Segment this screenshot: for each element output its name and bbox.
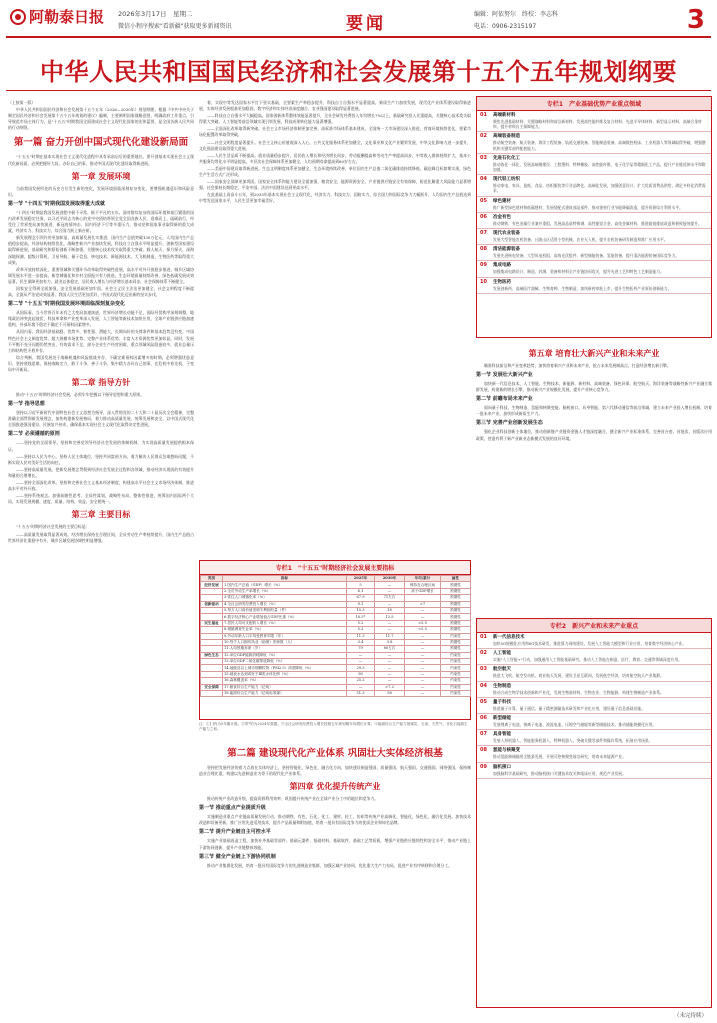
box-item (477, 111, 711, 132)
table-cell: 创新驱动 (201, 601, 223, 607)
paragraph: ——社会文明程度显著提升。社会主义核心价值观深入人心，公共文化服务体系更加健全，文化事业和文化产业繁荣发展，中华文化影响力进一步提升，文化强国建设取得重大进展。 (199, 139, 471, 151)
article-column-2-lower (199, 742, 471, 1018)
box-item (477, 175, 711, 196)
item-number: 03 (480, 154, 487, 161)
table-cell: 90 (347, 671, 375, 677)
item-title: 具身智能 (493, 732, 511, 738)
paragraph: "十五五"时期在基本实现社会主义现代化进程中具有承前启后的重要地位。要开创基本实现社会主义现代化新局面，必须把握好大局，办好自己的事，推动中国式现代化建设取得新进展。 (8, 154, 194, 166)
item-title: 脑机接口 (493, 764, 511, 770)
paragraph: ——国家安全屏障更加巩固。国家安全体系和能力建设全面加强，粮食安全、能源资源安全、产业链供应链安全有效保障，防范化解重大风险能力显著增强，社会保持长期稳定，平安中国、法治中国建设达到更高水平。 (199, 179, 471, 191)
headline-rule (6, 90, 711, 91)
item-number: 08 (480, 747, 487, 754)
item-title: 航空航天 (493, 667, 511, 673)
table-cell: 18 (375, 607, 405, 613)
table-cell: 25.2 (347, 678, 375, 684)
box-item (477, 730, 711, 746)
item-number: 01 (480, 634, 487, 640)
box-item (477, 665, 711, 681)
box-item (477, 132, 711, 153)
box-item (477, 154, 711, 175)
paragraph: ——美丽中国建设取得新进展。生态文明制度体系更加健全，生态环境持续改善，单位国内生产总值二氧化碳排放持续降低，碳达峰目标如期实现，绿色生产生活方式广泛形成。 (199, 165, 471, 178)
paragraph: 着，实现中等发达国家水平打下坚实基础，全要素生产率稳步提升，科技自立自强水平显著提高，新质生产力加快发展，现代化产业体系建设取得新进展，实体经济发展根基更加稳固，数字经济和实体经济深度融合，农业强国建设取得显著进展。 (199, 100, 471, 112)
table-title: 专栏1 "十五五"时期经济社会发展主要指标 (200, 561, 470, 575)
section-title: 第三节 完善产业创新发展生态 (476, 420, 543, 427)
item-text: 实施"人工智能+"行动，加强通用人工智能基础研究，推动人工智能在制造、医疗、教育、交通等领域深度应用。 (493, 657, 682, 663)
section4-title: 第二节 必须遵循的原则 (8, 431, 60, 438)
box-item (477, 229, 711, 245)
item-number: 01 (480, 112, 487, 118)
item-number: 10 (480, 278, 487, 285)
item-number: 09 (480, 763, 487, 770)
item-title: 新型储能 (493, 716, 511, 722)
table-cell: 预期性 (441, 607, 471, 613)
paragraph: 当前我国发展所处的历史方位发生新的变化，发展环境面临深刻复杂变化，要增强机遇意识和风险意识。 (8, 185, 194, 197)
paragraph: 加快新一代信息技术、人工智能、生物技术、新能源、新材料、高端装备、绿色环保、航空航天、海洋装备等战略性新兴产业融合集群发展，构建新的增长引擎，推动新兴产业规模化发展，提升产业核心竞争力。 (476, 381, 712, 393)
box-item (477, 698, 711, 714)
item-number: 05 (480, 197, 487, 204)
table-cell: — (405, 646, 441, 652)
paragraph: 面向量子科技、生物制造、氢能和核聚变能、脑机接口、具身智能、第六代移动通信等前沿领域，建立未来产业投入增长机制，培育一批未来产业，加快形成新质生产力。 (476, 405, 712, 417)
paragraph: ——科技自立自强水平大幅提高。国家创新体系整体效能显著提升，全社会研发经费投入年均增长7%以上，基础研究投入比重提高，关键核心技术攻关取得重大突破，人工智能等前沿领域实现引领发展，科技成果转化能力显著增强。 (199, 113, 471, 125)
table-cell: 安全保障 (201, 684, 223, 690)
box1-title: 专栏1 产业基础优势产业重点领域 (477, 97, 711, 111)
item-title: 先进石化化工 (493, 155, 520, 161)
paragraph: ——坚持系统观念。加强前瞻性思考、全局性谋划、战略性布局、整体性推进，统筹国内国际两个大局，实现发展规模、速度、质量、结构、效益、安全相统一。 (8, 493, 194, 505)
table-cell: 16.森林覆盖率（%） (223, 678, 347, 684)
table-cell: 绿色生态 (201, 652, 223, 658)
table-cell: — (375, 665, 405, 671)
table-cell: — (375, 601, 405, 607)
table-cell: 预期性 (441, 646, 471, 652)
chapter2-title: 第二章 指导方针 (71, 378, 131, 388)
item-number: 07 (480, 731, 487, 738)
table-cell: — (347, 652, 375, 658)
sidebar-box-2 (476, 618, 712, 1008)
table-cell: — (405, 607, 441, 613)
item-text: 推动钢铁、有色金属行业兼并重组，发展高品质特殊钢、高性能铝合金、高纯金属材料，推进超低排放改造和极致能效提升。 (493, 220, 702, 226)
article-column-2 (199, 100, 471, 556)
paragraph: 从国际看，当今世界百年未有之大变局加速演进，世界经济增长动能不足，国际经贸秩序深刻调整，地缘政治冲突此起彼伏，科技革命和产业变革深入发展，人工智能等新技术加快应用，全球产业链供应链加速重构，外部环境不稳定不确定不可预料因素增多。 (8, 310, 194, 328)
chapter3-title: 第三章 主要目标 (71, 510, 131, 520)
paragraph: 推动"十五五"时期经济社会发展，必须牢牢把握以下指导思想和重大原则。 (16, 392, 145, 398)
to-be-continued: （未完待续） (673, 1013, 707, 1019)
table-cell: — (375, 652, 405, 658)
paragraph: 瞄准科技前沿和产业变革趋势，加快培育新兴产业和未来产业，抢占未来发展制高点，打造经济增长新引擎。 (484, 363, 671, 368)
section3-title: 第一节 指导思想 (8, 401, 45, 408)
item-text: 发展人形机器人、智能服务机器人、特种机器人，突破关键零部件和操作系统，拓展应用场景。 (493, 738, 653, 744)
item-text: 推广新型绿色建材和低碳建材，发展装配式建筑部品部件，推动建材行业节能降碳改造，提升资源综合利用水平。 (493, 204, 683, 210)
item-text: 推动合成生物学技术创新和产业化，发展生物基材料、生物农业、生物能源，构建生物制造产业体系。 (493, 689, 664, 695)
table-cell: <5.5 (405, 627, 441, 633)
item-title: 冶金有色 (493, 214, 511, 220)
part1-title: 第一篇 奋力开创中国式现代化建设新局面 (13, 137, 189, 149)
logo-emblem-icon (10, 9, 26, 25)
paragraph: 综合判断，我国发展处于战略机遇和风险挑战并存、不确定难预料因素增多的时期。必须增强忧患意识，坚持底线思维，保持战略定力，敢于斗争、善于斗争，集中精力办好自己的事，在危机中育先机、于变局中开新局。 (8, 354, 194, 372)
table-cell: 约束性 (441, 659, 471, 665)
part2-title: 第二篇 建设现代化产业体系 巩固壮大实体经济根基 (227, 748, 443, 759)
paragraph: ——全面深化改革取得新突破。社会主义市场经济体制更加完善，高标准市场体系基本建成，全国统一大市场建设深入推进，营商环境持续优化，要素市场化配置改革取得突破。 (199, 126, 471, 138)
paragraph: 新发展理念引领作用更加彰显，高质量发展扎实推进，国内生产总值突破130万亿元，人均国内生产总值稳步提高，经济结构持续优化，战略性新兴产业加快发展。科技自立自强水平明显提升，创新型国家建设取得新进展，基础研究和原始创新不断加强，关键核心技术攻关取得重大突破，载人航天、探月探火、深海深地探测、超级计算机、卫星导航、量子信息、核电技术、新能源技术、大飞机制造、生物医药等取得重大成果。 (8, 235, 194, 265)
paragraph: 实施产业基础再造工程，加快补齐基础零部件、基础元器件、基础材料、基础软件、基础工艺等短板，增强产业链供应链韧性和安全水平，推动产业链上下游协同创新，提升产业链整体效能。 (199, 838, 471, 850)
table-cell: — (405, 652, 441, 658)
table-cell: 3.4 (347, 639, 375, 645)
table-cell: — (375, 588, 405, 594)
table-cell: 5.2 (347, 620, 375, 626)
table-cell: ≈5.5 (405, 620, 441, 626)
paragraph: 推动产业集群化发展，培育一批具有国际竞争力的先进制造业集群，加强区域产业协同，优化重大生产力布局，促进产业有序转移和合理分工。 (207, 862, 453, 868)
table-cell: 4.全社会研发经费投入增长（%） (223, 601, 347, 607)
item-title: 氢能与核聚变 (493, 748, 520, 754)
item-title: 清洁能源装备 (493, 247, 520, 253)
table-cell: 约束性 (441, 684, 471, 690)
box-item (477, 633, 711, 649)
item-title: 生物医药 (493, 279, 511, 285)
table-cell: 约束性 (441, 678, 471, 684)
item-number: 08 (480, 246, 487, 253)
table-cell: — (375, 659, 405, 665)
box-item (477, 278, 711, 294)
table-cell (201, 691, 223, 697)
item-number: 07 (480, 230, 487, 237)
box2-items (477, 633, 711, 779)
item-number: 04 (480, 176, 487, 183)
table-header-cell: 属性 (441, 576, 471, 582)
paragraph: 坚持把发展经济的着力点放在实体经济上，坚持智能化、绿色化、融合化方向，加快建设制造强国、质量强国、航天强国、交通强国、网络强国，保持制造业合理比重，构建以先进制造业为骨干的现代化产业体系。 (199, 765, 471, 777)
section1-title: 第一节 "十四五"时期我国发展取得重大成就 (8, 200, 105, 207)
table-cell: — (375, 582, 405, 588)
item-text: 推进大飞机、航空发动机、商业航天发展，建设卫星互联网，发展低空经济，培育航空航天产业集群。 (493, 673, 664, 679)
table-cell: 6.数字经济核心产业增加值占GDP比重（%） (223, 614, 347, 620)
table-cell: 10.5* (347, 614, 375, 620)
table-row (201, 691, 471, 697)
paragraph: ——坚持以人民为中心。坚持人民主体地位，坚持共同富裕方向，着力解决人民群众急难愁盼问题，不断实现人民对美好生活的向往。 (8, 453, 194, 465)
table-cell: 约束性 (441, 691, 471, 697)
box-item (477, 763, 711, 779)
table-cell: 约束性 (441, 652, 471, 658)
table-cell: — (405, 678, 441, 684)
box1-items (477, 111, 711, 294)
table-cell: 9.劳动年龄人口平均受教育年限（年） (223, 633, 347, 639)
table-cell: 67.9 (347, 595, 375, 601)
table-body (201, 582, 471, 697)
table-cell: 5 (347, 582, 375, 588)
paragraph: 实施制造业重点产业链高质量发展行动，推动钢铁、有色、石化、化工、建材、轻工、纺织等传统产业高端化、智能化、绿色化、融合化发展。加快技术改造和设备更新，推广应用先进适用技术，提升产品质量和附加值，培育一批具有国际竞争力的优质企业和知名品牌。 (199, 814, 471, 826)
indicators-table-box (199, 560, 471, 720)
table-cell: 2.全员劳动生产率增长（%） (223, 588, 347, 594)
table-cell: 14.地级及以上城市细颗粒物（PM2.5）浓度降低（%） (223, 665, 347, 671)
table-cell: 29.3 (347, 665, 375, 671)
table-header-cell: 2030年 (375, 576, 405, 582)
paragraph: 在此基础上再奋斗五年，到2035年基本实现社会主义现代化，经济实力、科技实力、国防实力、综合国力和国际竞争力大幅跃升，人均国内生产总值达到中等发达国家水平，人民生活更加幸福美好。 (199, 192, 471, 204)
paragraph: 坚持以习近平新时代中国特色社会主义思想为指导，深入贯彻党的二十大和二十届历次全会精神，完整准确全面贯彻新发展理念，加快构建新发展格局，着力推动高质量发展，统筹发展和安全，以中国式现代化全面推进强国建设、民族复兴伟业，确保基本实现社会主义现代化取得决定性进展。 (8, 410, 194, 428)
section2-title: 第二节 "十五五"时期我国发展环境面临深刻复杂变化 (8, 301, 125, 308)
box-item (477, 197, 711, 213)
section-title: 第一节 推动重点产业提质升级 (199, 805, 266, 812)
item-text: 发展大型智能农机装备、丘陵山区适用小型机械、农业无人机，提升农机装备研发制造和推广应用水平。 (493, 237, 668, 243)
item-number: 06 (480, 715, 487, 722)
item-title: 人工智能 (493, 651, 511, 657)
item-number: 03 (480, 666, 487, 673)
table-cell: — (405, 691, 441, 697)
section-title: 第一节 发展壮大新兴产业 (476, 372, 533, 379)
table-cell: 13.单位GDP二氧化碳排放降低（%） (223, 659, 347, 665)
page-headline: 中华人民共和国国民经济和社会发展第十五个五年规划纲要 (40, 58, 677, 86)
item-number: 04 (480, 682, 487, 689)
item-text: 推动炼化一体化，发展高端聚烯烃、工程塑料、特种橡胶、高性能纤维、电子化学品等精细化工产品，提升产业链延伸水平和附加值。 (493, 161, 706, 173)
table-cell: 预期性 (441, 601, 471, 607)
item-text: 推动家电、家具、造纸、食品、纺织服装等行业品牌化、高端化发展，加强创意设计，扩大优质消费品供给，满足多样化消费需求。 (493, 183, 706, 194)
table-cell: 1.国内生产总值（GDP）增长（%） (223, 582, 347, 588)
table-cell: — (405, 639, 441, 645)
table-cell: 3.8 (375, 639, 405, 645)
item-title: 生物制造 (493, 683, 511, 689)
table-cell: 18.能源综合生产能力（亿吨标准煤） (223, 691, 347, 697)
intro-paragraph: 中华人民共和国国民经济和社会发展第十五个五年（2026—2030年）规划纲要，根据《中共中央关于制定国民经济和社会发展第十五个五年规划的建议》编制，主要阐明国家战略意图，明确政府工作重点，引导规范市场主体行为，是"十五五"时期我国全面建成社会主义现代化国家的宏伟蓝图，是全国各族人民共同的行动纲领。 (8, 107, 194, 131)
item-text: 推进量子计算、量子通信、量子精密测量技术研发和产业化应用，建设量子信息基础设施。 (493, 705, 645, 711)
item-title: 现代农业装备 (493, 231, 520, 237)
item-text: 加强脑科学基础研究，推动脑机接口关键技术攻关和临床应用，规范产业发展。 (493, 770, 626, 776)
table-cell: >7.2 (375, 684, 405, 690)
table-cell: — (375, 627, 405, 633)
table-cell: 3.常住人口城镇化率（%） (223, 595, 347, 601)
item-title: 绿色建材 (493, 198, 511, 204)
table-cell: 民生福祉 (201, 620, 223, 626)
table-cell: 58 (375, 691, 405, 697)
item-number: 02 (480, 133, 487, 140)
paragraph: 改革开放持续深化，重要领域和关键环节改革取得突破性进展，高水平对外开放稳步推进。城乡区域协调发展水平进一步提高，新型城镇化和乡村全面振兴有力推进。生态环境质量持续改善，绿色低碳发展成效显著。民生保障更加有力，就业总体稳定，居民收入增长与经济增长基本同步，社会保障体系不断健全。 (8, 266, 194, 284)
item-text: 推动氢能制储输用全链条发展，开展可控核聚变前沿研究，培育未来能源产业。 (493, 754, 626, 760)
item-text: 加快5G规模化应用和6G技术研发，推进算力网络建设，发展人工智能大模型和行业应用，培育数字经济核心产业。 (493, 641, 687, 646)
table-cell: 7.居民人均可支配收入增长（%） (223, 620, 347, 626)
table-header-cell: 年均/累计 (405, 576, 441, 582)
table-cell: — (405, 633, 441, 639)
item-title: 集成电路 (493, 263, 511, 269)
table-cell: 15.地表水达到或好于Ⅲ类水体比例（%） (223, 671, 347, 677)
table-cell: 11.人均预期寿命（岁） (223, 646, 347, 652)
item-text: 发展锂离子电池、钠离子电池、液流电池、压缩空气储能等新型储能技术，推动储能规模化应用。 (493, 722, 657, 728)
chapter5-title: 第五章 培育壮大新兴产业和未来产业 (528, 349, 660, 358)
issue-date: 2026年3月17日 星期二 (118, 10, 193, 18)
sidebar-box-1 (476, 96, 712, 338)
table-cell: 5.每万人口高价值发明专利拥有量（件） (223, 607, 347, 613)
section-title: 第三节 健全产业链上下游协同机制 (199, 853, 276, 860)
table-header-cell: 2025年 (347, 576, 375, 582)
item-text: 发展先进核电装备、大型风电机组、高效光伏组件、新型储能装备、氢能装备，提升清洁能源装备国际竞争力。 (493, 253, 680, 259)
table-cell: 17.粮食综合生产能力（亿吨） (223, 684, 347, 690)
table-cell: 预期性 (441, 627, 471, 633)
table-cell: 11.3 (347, 633, 375, 639)
table-cell: 5.2 (347, 627, 375, 633)
paragraph: ——坚持全面深化改革。坚持和完善社会主义基本经济制度，构建高水平社会主义市场经济体制，推进高水平对外开放。 (8, 480, 194, 492)
table-cell: 12.单位GDP能源消耗降低（%） (223, 652, 347, 658)
paragraph: 国家安全得到全面加强，安全发展基础更加牢固。社会主义民主法治更加健全，社会文明程度不断提高，全面从严治党成效显著。我国人民生活更加美好，中国式现代化迈出新的坚实步伐。 (8, 285, 194, 298)
table-cell: 预期性 (441, 620, 471, 626)
paragraph: ——人民生活品质不断提高。就业质量稳步提升，居民收入增长和经济增长同步，劳动报酬提高和劳动生产率提高同步，中等收入群体持续扩大，基本公共服务均等化水平明显提高，多层次社会保障体系更加健全，人均预期寿命提高到80岁左右。 (199, 152, 471, 164)
table-cell: — (347, 684, 375, 690)
item-number: 05 (480, 698, 487, 705)
table-cell: >7 (405, 601, 441, 607)
table-cell: — (375, 678, 405, 684)
masthead (6, 4, 711, 38)
item-title: 新一代信息技术 (493, 635, 525, 640)
section-name: 要闻 (346, 14, 386, 34)
table-header-cell: 类别 (201, 576, 223, 582)
table-cell: — (375, 620, 405, 626)
table-cell: 约束性 (441, 671, 471, 677)
paragraph: ——坚持党的全面领导。坚持和完善党领导经济社会发展的体制机制，为实现高质量发展提供根本保证。 (8, 440, 194, 452)
paragraph: "十五五"时期经济社会发展的主要目标是： (16, 524, 90, 530)
table-cell: — (405, 684, 441, 690)
page-number: 3 (686, 5, 705, 35)
table-cell: 约束性 (441, 665, 471, 671)
table-cell: 高于GDP增长 (405, 588, 441, 594)
item-title: 高端新材料 (493, 113, 516, 118)
item-title: 高端装备制造 (493, 134, 520, 140)
item-title: 量子科技 (493, 699, 511, 705)
box-item (477, 714, 711, 730)
table-cell: 9.1 (347, 601, 375, 607)
item-number: 06 (480, 213, 487, 220)
table-cell: 经济发展 (201, 582, 223, 588)
table-cell: 80左右 (375, 646, 405, 652)
item-title: 现代轻工纺织 (493, 177, 520, 183)
paragraph: 从国内看，我国经济基础稳、优势多、韧性强、潜能大，长期向好的支撑条件和基本趋势没有变，中国特色社会主义制度优势、超大规模市场优势、完整产业体系优势、丰富人才资源优势更加彰显。同时，发展不平衡不充分问题仍然突出，有效需求不足，部分企业生产经营困难，重点领域风险隐患较多，就业总量压力和结构性矛盾并存。 (8, 329, 194, 353)
paragraph: ——坚持高质量发展。把新发展理念贯彻到经济社会发展全过程和各领域，推动经济实现质的有效提升和量的合理增长。 (8, 466, 194, 478)
paragraph: 推动传统产业改造升级，提高资源利用效率，巩固提升传统产业在全球产业分工中的地位和竞争力。 (207, 796, 379, 802)
chapter1-title: 第一章 发展环境 (71, 171, 131, 181)
item-text: 发展创新药、高端医疗器械、生物育种、生物制造，加快新药审批上市，提升生物医药产业原始创新能力。 (493, 285, 672, 291)
box-item (477, 245, 711, 261)
table-cell: 预期性 (441, 588, 471, 594)
table-cell: — (405, 671, 441, 677)
table-cell: 79 (347, 646, 375, 652)
item-text: 加强集成电路设计、制造、封测、装备和材料全产业链协同攻关，提升先进工艺和特色工艺制造能力。 (493, 269, 664, 275)
wechat-notice: 微信小程序搜索"看新疆"获取更多新闻资讯 (118, 23, 232, 30)
box-item (477, 261, 711, 277)
item-text: 聚焦先进基础材料、关键战略材料和前沿新材料，发展高性能纤维及复合材料、先进半导体材料、新型显示材料、高端合金材料，提升材料自主保障能力。 (493, 119, 702, 130)
table-cell: — (405, 659, 441, 665)
box-item (477, 649, 711, 665)
section-title: 第二节 提升产业链自主可控水平 (199, 829, 271, 836)
table-cell: 约束性 (441, 633, 471, 639)
phone-number: 电话：0906-2315197 (474, 23, 537, 30)
chapter4-title: 第四章 优化提升传统产业 (289, 782, 381, 792)
editor-credit: 编辑：阿依努尔 终校：李志科 (474, 11, 559, 18)
indicators-table (200, 575, 471, 697)
article-column-3 (476, 344, 712, 612)
table-header-cell: 指标 (223, 576, 347, 582)
table-cell: 预期性 (441, 614, 471, 620)
table-cell: — (347, 659, 375, 665)
table-cell: 71左右 (375, 595, 405, 601)
table-cell: 12.5 (375, 614, 405, 620)
item-text: 推动航空装备、航天装备、海洋工程装备、轨道交通装备、智能制造装备、高端数控机床、工业机器人等领域取得突破，增强整机和关键零部件配套能力。 (493, 140, 706, 151)
newspaper-logo[interactable] (10, 6, 104, 27)
box-item (477, 213, 711, 229)
table-cell: — (405, 614, 441, 620)
table-cell: — (405, 665, 441, 671)
table-cell: 15.3 (347, 607, 375, 613)
table-cell: 预期性 (441, 595, 471, 601)
table-cell: 8.城镇调查失业率（%） (223, 627, 347, 633)
paragraph: "十四五"时期是我国发展进程中极不寻常、极不平凡的五年。面对错综复杂的国际环境和艰巨繁重的国内改革发展稳定任务，以习近平同志为核心的党中央团结带领全党全国各族人民，迎难而上、砥砺前行，经受住了世界变局加快演进、新冠疫情冲击、国内经济下行等多重压力，推动党和国家事业取得新的重大成就，经济实力、科技实力、综合国力跃上新台阶。 (8, 209, 194, 234)
table-cell: — (375, 671, 405, 677)
box2-title: 专栏2 新兴产业和未来产业重点 (477, 619, 711, 633)
logo-text: 阿勒泰日报 (29, 8, 105, 26)
table-cell: 保持在合理区间 (405, 582, 441, 588)
table-cell: 预期性 (441, 639, 471, 645)
paragraph: 强化企业科技创新主体地位，推动创新链产业链资金链人才链深度融合，健全新兴产业标准体系，完善首台套、首批次、首版次应用政策，营造有利于新产业新业态新模式发展的良好环境。 (476, 429, 712, 441)
paragraph: ——高质量发展取得显著成效。经济增长保持在合理区间，全员劳动生产率持续提升，国内生产总值占世界经济比重稳中有升，城乡区域发展协调性明显增强。 (8, 531, 194, 543)
intro-label: （上接第一版） (8, 100, 36, 105)
table-cell: 6.1 (347, 588, 375, 594)
box-item (477, 746, 711, 762)
article-column-1 (8, 100, 194, 1016)
table-cell: 预期性 (441, 582, 471, 588)
box-item (477, 682, 711, 698)
table-cell: 10.每千人口拥有执业（助理）医师数（人） (223, 639, 347, 645)
table-cell: 11.7 (375, 633, 405, 639)
table-footnote: 注：①[ ]内为5年累计数。②带*的为2024年数据。③全社会研发经费投入增长按照五年规划期年均增长计算。④能源综合生产能力指煤炭、石油、天然气、非化石能源生产能力之和。 (199, 722, 468, 731)
section-title: 第二节 前瞻布局未来产业 (476, 396, 533, 403)
item-number: 02 (480, 650, 487, 657)
table-cell: 51.3 (347, 691, 375, 697)
item-number: 09 (480, 262, 487, 269)
